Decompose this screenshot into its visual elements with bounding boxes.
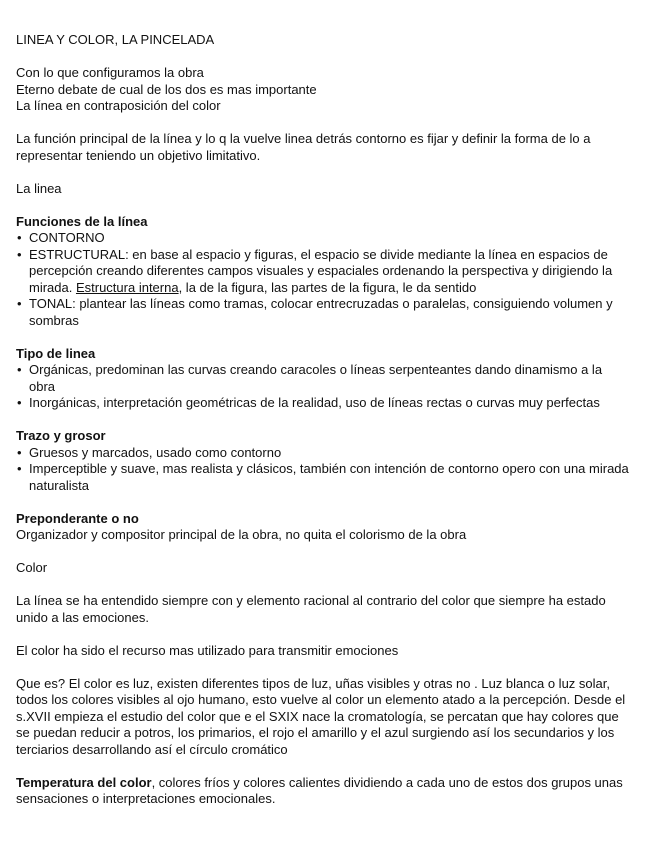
preponderante-heading: Preponderante o no xyxy=(16,510,139,526)
tipo-list xyxy=(16,362,630,412)
document-title: LINEA Y COLOR, LA PINCELADA xyxy=(16,32,215,47)
list-item: • Imperceptible y suave, mas realista y clásicos, también con intención de contorno opero con una mirada naturalista xyxy=(16,461,630,494)
color-label: Color xyxy=(16,560,48,575)
list-item-contorno: • CONTORNO xyxy=(16,230,630,247)
color-paragraph-3: Que es? El color es luz, existen diferentes tipos de luz, uñas visibles y otras no . Luz blanca o luz solar, todos los colores visibles al ojo humano, esto vuelve al color un elemento atado a la percepción. Desde el s.XVII empieza el estudio del color que e el SXIX nace la cromatología, se percatan que hay colores que se puedan reducir a potros, los primarios, el rojo el amarillo y el azul surgiendo así los secundarios y los terciarios desarrollando así el círculo cromático xyxy=(16,675,626,757)
color-paragraph-1: La línea se ha entendido siempre con y elemento racional al contrario del color que siempre ha estado unido a las emociones. xyxy=(16,593,606,625)
intro-line-1: Con lo que configuramos la obra xyxy=(16,65,204,80)
funciones-heading: Funciones de la línea xyxy=(16,213,148,229)
temperatura-bold: Temperatura del color xyxy=(16,774,152,790)
list-item: • Inorgánicas, interpretación geométricas de la realidad, uso de líneas rectas o curvas muy perfectas xyxy=(16,395,630,412)
list-item: • Orgánicas, predominan las curvas creando caracoles o líneas serpenteantes dando dinamismo a la obra xyxy=(16,362,630,395)
trazo-list xyxy=(16,445,630,495)
list-item: • Gruesos y marcados, usado como contorno xyxy=(16,445,630,462)
temperatura-paragraph xyxy=(16,775,630,808)
estructura-interna-underlined: Estructura interna xyxy=(75,279,179,295)
trazo-heading: Trazo y grosor xyxy=(16,428,106,443)
list-item-tonal: • TONAL: plantear las líneas como tramas, colocar entrecruzadas o paralelas, consiguiendo volumen y sombras xyxy=(16,296,630,329)
intro-line-3: La línea en contraposición del color xyxy=(16,98,221,113)
temperatura-text: , colores fríos y colores calientes dividiendo a cada uno de estos dos grupos unas sensaciones o interpretaciones emocionales. xyxy=(16,774,623,806)
estructural-text: ESTRUCTURAL: en base al espacio y figuras, el espacio se divide mediante la línea en espacios de percepción creando diferentes campos visuales y espaciales ordenando la perspectiva y dirigiendo la mirada. xyxy=(29,246,613,295)
function-paragraph: La función principal de la línea y lo q la vuelve linea detrás contorno es fijar y definir la forma de lo a representar teniendo un objetivo limitativo. xyxy=(16,131,591,163)
funciones-list xyxy=(16,230,630,329)
list-item-estructural xyxy=(16,247,630,297)
la-linea-label: La linea xyxy=(16,180,62,196)
tipo-heading: Tipo de linea xyxy=(16,345,96,361)
intro-line-2: Eterno debate de cual de los dos es mas importante xyxy=(16,81,317,97)
preponderante-text: Organizador y compositor principal de la obra, no quita el colorismo de la obra xyxy=(16,527,467,542)
color-paragraph-2: El color ha sido el recurso mas utilizado para transmitir emociones xyxy=(16,642,399,658)
estructural-text-end: , la de la figura, las partes de la figura, le da sentido xyxy=(178,279,477,295)
